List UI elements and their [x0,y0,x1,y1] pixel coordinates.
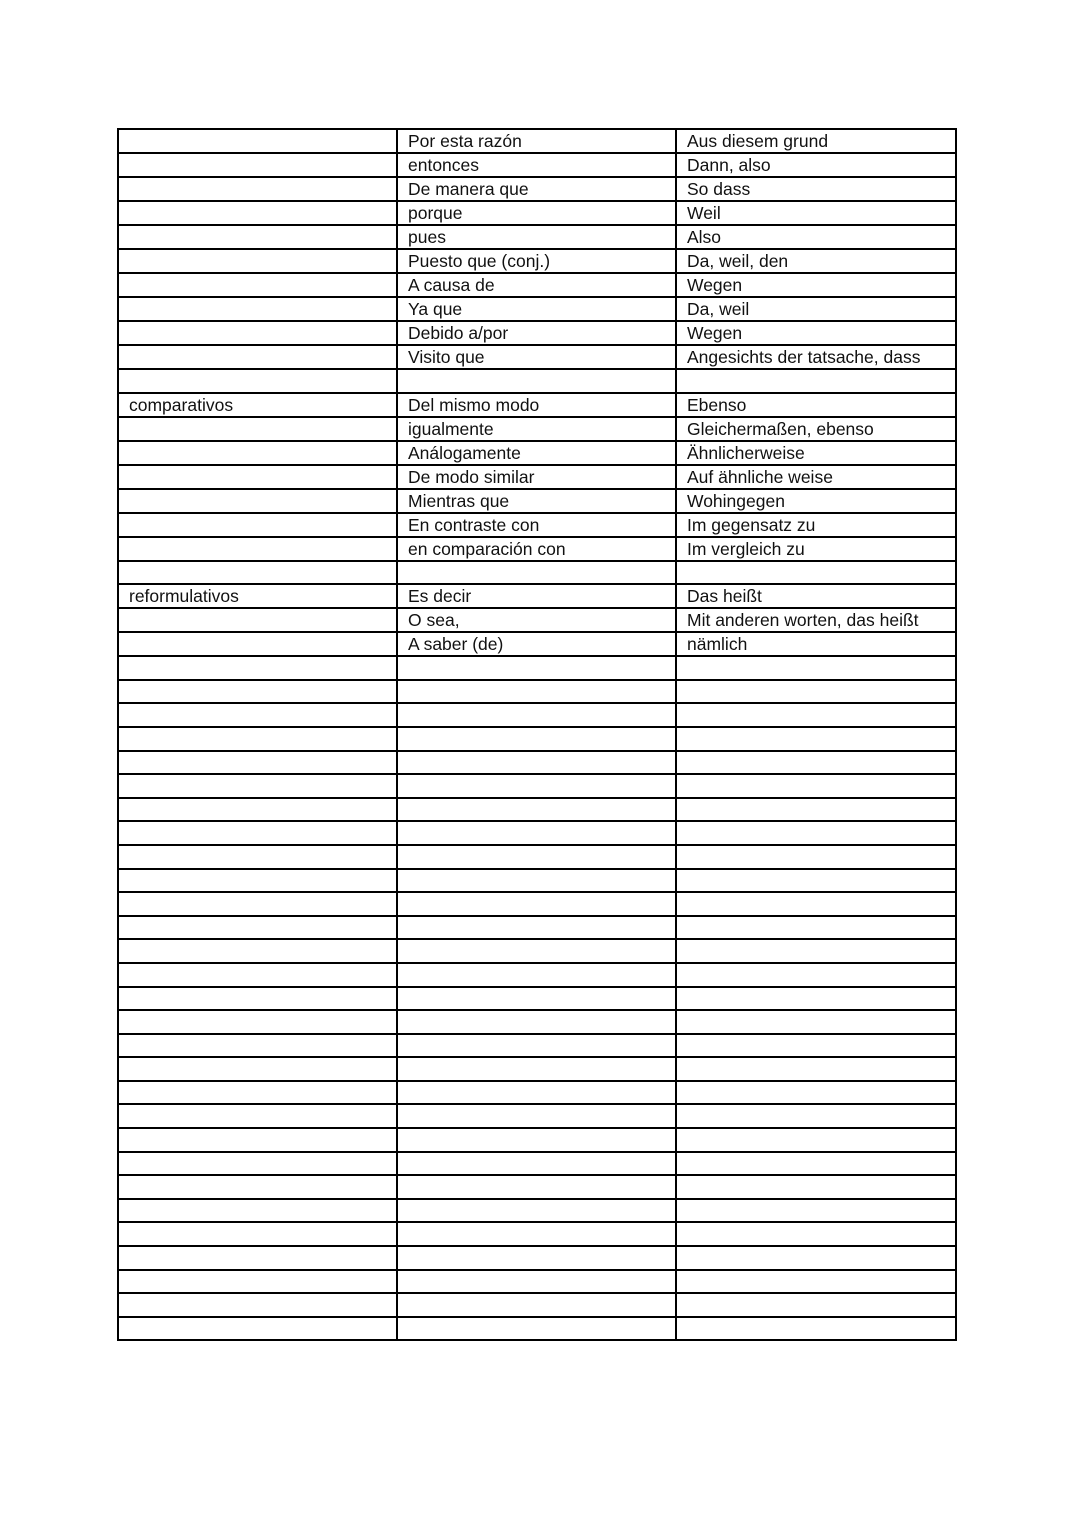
german-cell: Mit anderen worten, das heißt [676,608,956,632]
spanish-cell [397,1128,676,1152]
spanish-cell [397,987,676,1011]
category-cell [118,1128,397,1152]
spanish-cell [397,1246,676,1270]
spanish-cell [397,369,676,393]
german-cell [676,1010,956,1034]
spanish-cell [397,1317,676,1341]
german-cell [676,1222,956,1246]
spanish-cell [397,916,676,940]
spanish-cell [397,1175,676,1199]
category-cell [118,892,397,916]
table-row [118,1246,956,1270]
spanish-cell [397,561,676,585]
german-cell [676,656,956,680]
spanish-cell [397,963,676,987]
spanish-cell [397,1104,676,1128]
spanish-cell: A saber (de) [397,632,676,656]
spanish-cell [397,1081,676,1105]
german-cell: Aus diesem grund [676,129,956,153]
german-cell: Also [676,225,956,249]
german-cell: Wohingegen [676,489,956,513]
table-row [118,1010,956,1034]
category-cell [118,561,397,585]
category-cell [118,1270,397,1294]
german-cell [676,869,956,893]
category-cell [118,153,397,177]
spanish-cell [397,798,676,822]
spanish-cell [397,751,676,775]
german-cell [676,1057,956,1081]
german-cell [676,1152,956,1176]
category-cell [118,177,397,201]
table-row [118,584,956,608]
spanish-cell: Análogamente [397,441,676,465]
table-row [118,798,956,822]
german-cell [676,369,956,393]
german-cell [676,892,956,916]
vocabulary-table-body [118,129,956,1340]
table-row [118,869,956,893]
table-row [118,1057,956,1081]
german-cell [676,1104,956,1128]
spanish-cell: Mientras que [397,489,676,513]
spanish-cell [397,845,676,869]
german-cell [676,1293,956,1317]
category-cell [118,1104,397,1128]
category-cell [118,249,397,273]
category-cell [118,537,397,561]
german-cell [676,1246,956,1270]
category-cell [118,417,397,441]
german-cell: Das heißt [676,584,956,608]
category-cell [118,1199,397,1223]
category-cell [118,201,397,225]
german-cell: Auf ähnliche weise [676,465,956,489]
category-cell [118,129,397,153]
german-cell [676,1199,956,1223]
table-row [118,297,956,321]
german-cell: Weil [676,201,956,225]
table-row [118,703,956,727]
german-cell: Da, weil [676,297,956,321]
vocabulary-table [117,128,957,1341]
table-row [118,1175,956,1199]
german-cell: Angesichts der tatsache, dass [676,345,956,369]
category-cell [118,1034,397,1058]
table-row [118,987,956,1011]
category-cell [118,703,397,727]
german-cell [676,987,956,1011]
german-cell [676,1175,956,1199]
german-cell [676,727,956,751]
category-cell [118,656,397,680]
table-row [118,963,956,987]
table-row [118,1104,956,1128]
german-cell [676,1128,956,1152]
german-cell: Gleichermaßen, ebenso [676,417,956,441]
spanish-cell [397,656,676,680]
spanish-cell: Por esta razón [397,129,676,153]
spanish-cell: Es decir [397,584,676,608]
table-row [118,441,956,465]
spanish-cell [397,1270,676,1294]
table-row [118,892,956,916]
german-cell [676,1270,956,1294]
spanish-cell: igualmente [397,417,676,441]
table-row [118,751,956,775]
category-cell [118,1222,397,1246]
table-row [118,656,956,680]
spanish-cell [397,1152,676,1176]
category-cell [118,751,397,775]
category-cell [118,369,397,393]
table-row [118,225,956,249]
table-row [118,561,956,585]
table-row [118,916,956,940]
category-cell [118,1010,397,1034]
german-cell [676,939,956,963]
category-cell [118,821,397,845]
spanish-cell: en comparación con [397,537,676,561]
category-cell [118,1175,397,1199]
category-cell [118,225,397,249]
german-cell: Im gegensatz zu [676,513,956,537]
german-cell [676,821,956,845]
category-cell [118,798,397,822]
german-cell: Im vergleich zu [676,537,956,561]
category-cell [118,513,397,537]
category-cell: comparativos [118,393,397,417]
table-row [118,393,956,417]
german-cell [676,680,956,704]
table-row [118,680,956,704]
table-row [118,821,956,845]
spanish-cell [397,892,676,916]
german-cell [676,703,956,727]
german-cell: Wegen [676,321,956,345]
spanish-cell: pues [397,225,676,249]
spanish-cell [397,680,676,704]
category-cell [118,680,397,704]
spanish-cell: entonces [397,153,676,177]
spanish-cell: De modo similar [397,465,676,489]
spanish-cell: Debido a/por [397,321,676,345]
spanish-cell [397,703,676,727]
table-row [118,1034,956,1058]
spanish-cell: Del mismo modo [397,393,676,417]
category-cell [118,1246,397,1270]
table-row [118,939,956,963]
german-cell [676,845,956,869]
table-row [118,774,956,798]
table-row [118,537,956,561]
table-row [118,513,956,537]
table-row [118,1293,956,1317]
spanish-cell [397,869,676,893]
german-cell [676,1317,956,1341]
spanish-cell [397,821,676,845]
category-cell [118,727,397,751]
category-cell [118,608,397,632]
spanish-cell: En contraste con [397,513,676,537]
table-row [118,369,956,393]
german-cell: Da, weil, den [676,249,956,273]
category-cell [118,297,397,321]
table-row [118,417,956,441]
spanish-cell: O sea, [397,608,676,632]
spanish-cell [397,1222,676,1246]
table-row [118,845,956,869]
category-cell [118,1293,397,1317]
category-cell [118,869,397,893]
german-cell: nämlich [676,632,956,656]
category-cell [118,441,397,465]
spanish-cell [397,1034,676,1058]
spanish-cell: Ya que [397,297,676,321]
category-cell [118,774,397,798]
table-row [118,153,956,177]
table-row [118,1317,956,1341]
spanish-cell [397,1293,676,1317]
table-row [118,1152,956,1176]
spanish-cell [397,774,676,798]
spanish-cell [397,1057,676,1081]
table-row [118,1222,956,1246]
german-cell [676,963,956,987]
category-cell: reformulativos [118,584,397,608]
category-cell [118,1152,397,1176]
spanish-cell [397,1199,676,1223]
category-cell [118,1081,397,1105]
table-row [118,489,956,513]
german-cell [676,916,956,940]
category-cell [118,321,397,345]
german-cell: Ebenso [676,393,956,417]
spanish-cell [397,1010,676,1034]
spanish-cell [397,727,676,751]
table-row [118,632,956,656]
german-cell: Wegen [676,273,956,297]
category-cell [118,273,397,297]
table-row [118,129,956,153]
category-cell [118,963,397,987]
spanish-cell: Puesto que (conj.) [397,249,676,273]
table-row [118,465,956,489]
category-cell [118,345,397,369]
category-cell [118,987,397,1011]
category-cell [118,1057,397,1081]
german-cell [676,1081,956,1105]
german-cell: So dass [676,177,956,201]
spanish-cell: porque [397,201,676,225]
table-row [118,1081,956,1105]
german-cell [676,751,956,775]
category-cell [118,489,397,513]
table-row [118,608,956,632]
category-cell [118,1317,397,1341]
table-row [118,177,956,201]
table-row [118,249,956,273]
table-row [118,201,956,225]
spanish-cell: A causa de [397,273,676,297]
spanish-cell: De manera que [397,177,676,201]
german-cell [676,798,956,822]
table-row [118,727,956,751]
table-row [118,273,956,297]
spanish-cell: Visito que [397,345,676,369]
category-cell [118,845,397,869]
german-cell: Dann, also [676,153,956,177]
category-cell [118,465,397,489]
german-cell: Ähnlicherweise [676,441,956,465]
german-cell [676,561,956,585]
category-cell [118,632,397,656]
table-row [118,345,956,369]
german-cell [676,1034,956,1058]
spanish-cell [397,939,676,963]
table-row [118,1270,956,1294]
table-row [118,1199,956,1223]
category-cell [118,939,397,963]
table-row [118,1128,956,1152]
german-cell [676,774,956,798]
table-row [118,321,956,345]
category-cell [118,916,397,940]
